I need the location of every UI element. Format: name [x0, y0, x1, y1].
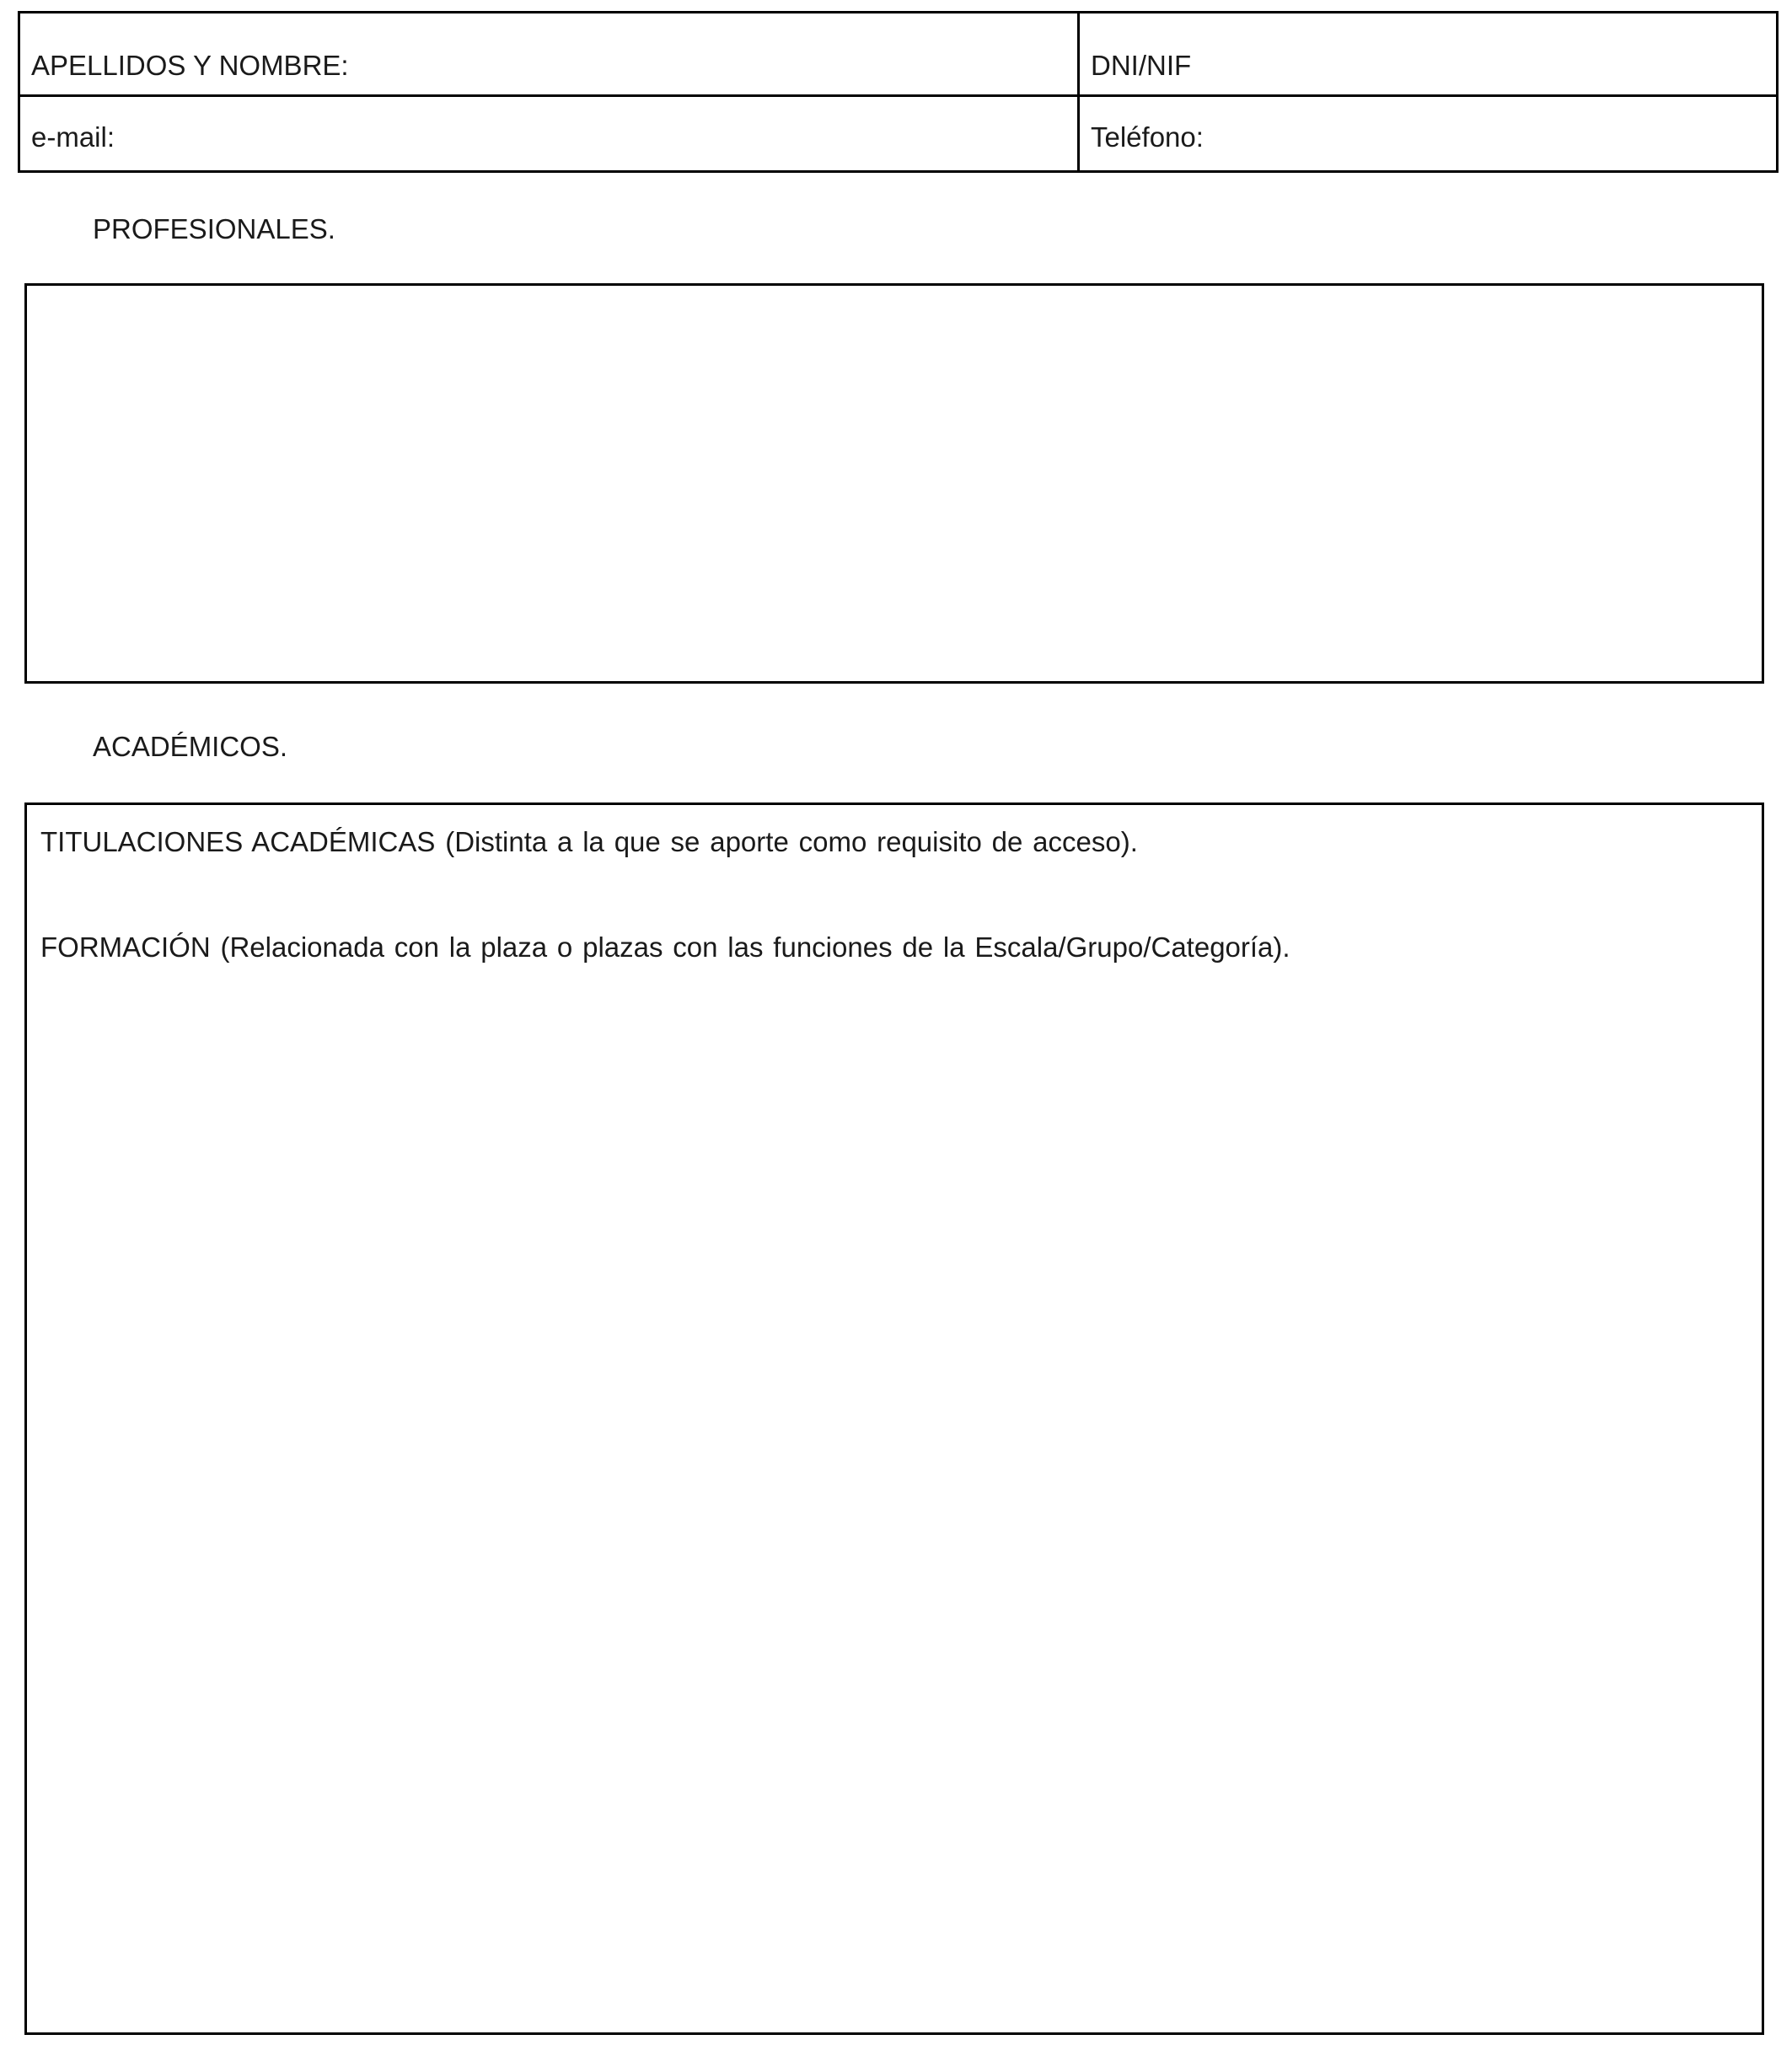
- section-heading-profesionales: PROFESIONALES.: [93, 213, 335, 244]
- telefono-label: Teléfono:: [1091, 121, 1204, 153]
- section-heading-academicos: ACADÉMICOS.: [93, 731, 288, 762]
- table-row: [19, 96, 1778, 172]
- cell-telefono[interactable]: [1079, 96, 1778, 172]
- dni-nif-label: DNI/NIF: [1091, 50, 1192, 81]
- cell-email[interactable]: [19, 96, 1079, 172]
- table-row: [19, 13, 1778, 96]
- applicant-info-table: [18, 11, 1779, 173]
- meritos-profesionales-box[interactable]: [24, 283, 1764, 684]
- email-label: e-mail:: [31, 121, 115, 153]
- titulaciones-academicas-label: TITULACIONES ACADÉMICAS (Distinta a la que se aporte como requisito de acceso).: [40, 826, 1138, 857]
- meritos-academicos-box[interactable]: [24, 803, 1764, 2035]
- cell-apellidos-nombre[interactable]: [19, 13, 1079, 96]
- apellidos-nombre-label: APELLIDOS Y NOMBRE:: [31, 50, 349, 81]
- formacion-label: FORMACIÓN (Relacionada con la plaza o plazas con las funciones de la Escala/Grupo/Categoría).: [40, 931, 1290, 963]
- cell-dni-nif[interactable]: [1079, 13, 1778, 96]
